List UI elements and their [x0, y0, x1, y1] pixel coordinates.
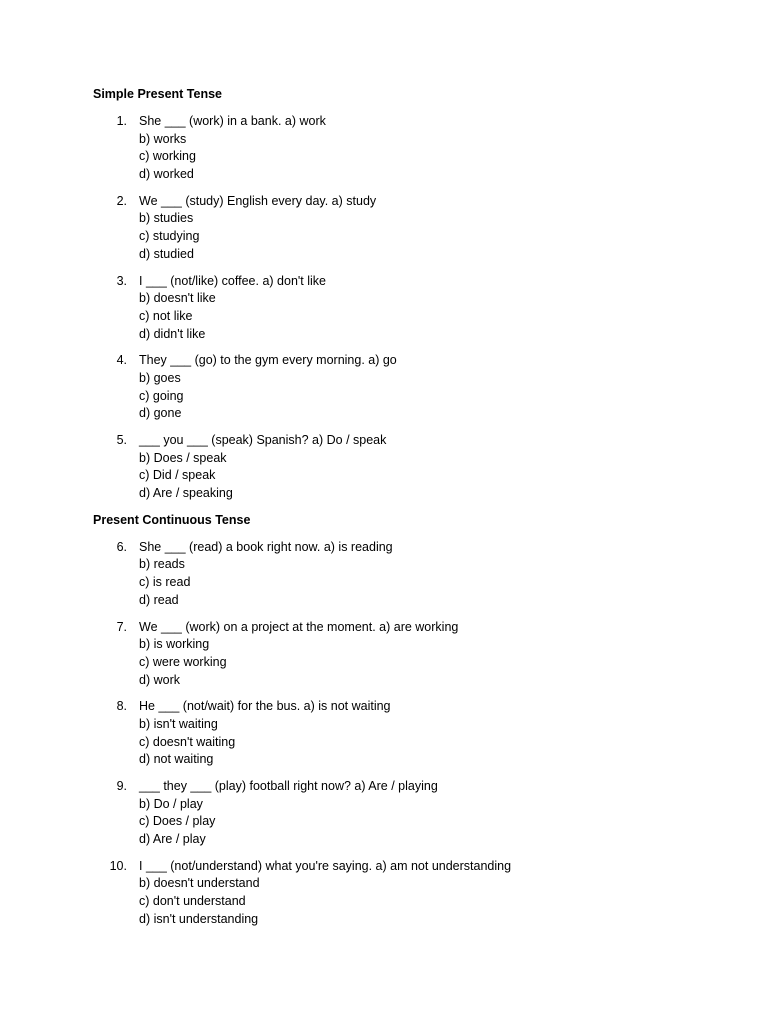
- question-stem: They ___ (go) to the gym every morning. a) go: [139, 353, 397, 368]
- answer-option: c) not like: [139, 308, 193, 323]
- question-stem: I ___ (not/understand) what you're saying. a) am not understanding: [139, 858, 512, 873]
- answer-option: d) worked: [139, 167, 194, 182]
- answer-option: b) works: [139, 131, 187, 146]
- answer-option: d) read: [139, 592, 179, 607]
- answer-option: d) didn't like: [139, 326, 206, 341]
- section-title-simple-present: Simple Present Tense: [93, 87, 222, 101]
- question-stem: She ___ (read) a book right now. a) is reading: [139, 539, 393, 554]
- answer-option: c) working: [139, 149, 196, 164]
- answer-option: d) isn't understanding: [139, 911, 259, 926]
- question-2: [116, 193, 768, 264]
- answer-option: b) studies: [139, 211, 194, 226]
- answer-option: d) Are / play: [139, 832, 206, 847]
- answer-option: c) studying: [139, 229, 200, 244]
- question-stem: He ___ (not/wait) for the bus. a) is not waiting: [139, 699, 391, 714]
- question-stem: I ___ (not/like) coffee. a) don't like: [139, 273, 326, 288]
- question-3: [116, 273, 768, 344]
- answer-option: c) doesn't waiting: [139, 734, 236, 749]
- answer-option: d) work: [139, 672, 180, 687]
- question-stem: ___ they ___ (play) football right now? a) Are / playing: [139, 779, 438, 793]
- answer-option: b) Do / play: [139, 796, 203, 811]
- answer-option: c) Does / play: [139, 814, 216, 829]
- question-number: 4.: [116, 353, 127, 368]
- answer-option: d) gone: [139, 406, 182, 421]
- question-number: 5.: [116, 433, 127, 447]
- answer-option: b) goes: [139, 370, 181, 385]
- answer-option: c) going: [139, 388, 184, 403]
- answer-option: d) Are / speaking: [139, 486, 233, 501]
- question-number: 1.: [116, 114, 127, 128]
- answer-option: d) studied: [139, 246, 194, 261]
- section-title-present-continuous: Present Continuous Tense: [93, 512, 251, 527]
- question-number: 3.: [116, 273, 127, 288]
- question-1: [116, 113, 768, 184]
- answer-option: c) Did / speak: [139, 468, 216, 483]
- question-number: 2.: [116, 193, 127, 208]
- answer-option: b) isn't waiting: [139, 716, 218, 731]
- answer-option: b) reads: [139, 557, 185, 572]
- answer-option: c) were working: [139, 654, 227, 669]
- question-stem: We ___ (work) on a project at the moment. a) are working: [139, 619, 459, 634]
- answer-option: b) doesn't like: [139, 291, 216, 306]
- answer-option: b) Does / speak: [139, 450, 227, 465]
- answer-option: b) is working: [139, 637, 210, 652]
- question-stem: ___ you ___ (speak) Spanish? a) Do / speak: [139, 433, 387, 447]
- answer-option: b) doesn't understand: [139, 876, 260, 891]
- question-4: [116, 352, 768, 423]
- answer-option: c) is read: [139, 575, 191, 590]
- question-8: [116, 698, 768, 769]
- question-7: [116, 619, 768, 690]
- question-number: 10.: [109, 858, 127, 873]
- question-9: [116, 778, 768, 849]
- question-number: 6.: [116, 539, 127, 554]
- question-stem: She ___ (work) in a bank. a) work: [139, 114, 326, 128]
- question-number: 9.: [116, 779, 127, 793]
- question-6: [116, 539, 768, 610]
- answer-option: d) not waiting: [139, 752, 214, 767]
- question-10: [109, 858, 768, 929]
- question-number: 8.: [116, 699, 127, 714]
- question-stem: We ___ (study) English every day. a) study: [139, 193, 377, 208]
- answer-option: c) don't understand: [139, 894, 246, 909]
- question-number: 7.: [116, 619, 127, 634]
- question-5: [116, 432, 768, 503]
